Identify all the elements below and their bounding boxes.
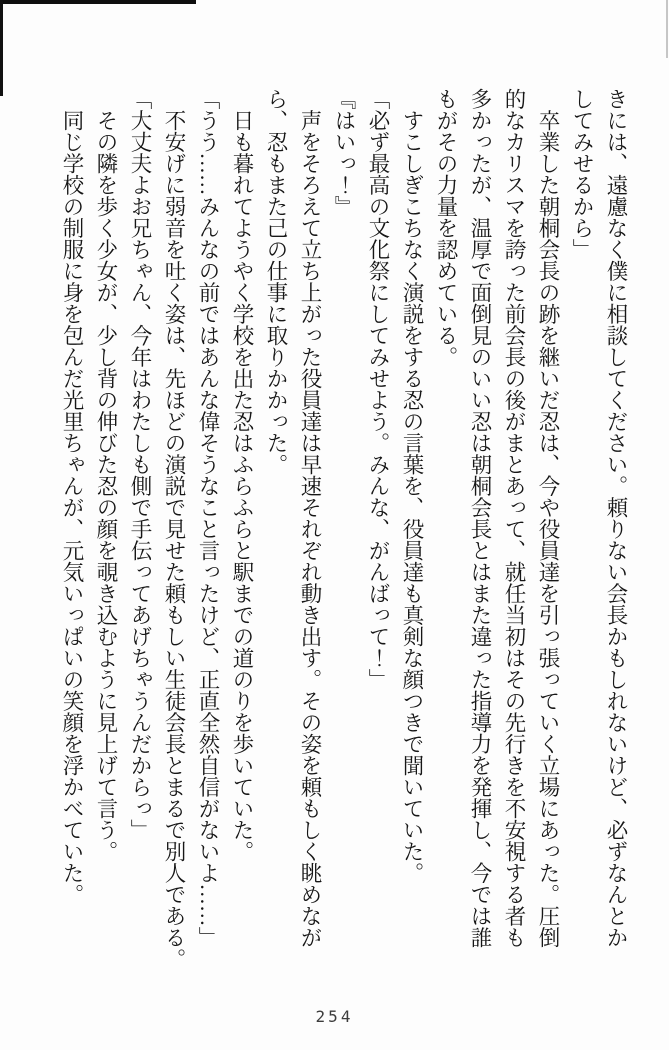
text-line: 「大丈夫よお兄ちゃん、今年はわたしも側で手伝ってあげちゃうんだからっ」: [128, 88, 152, 841]
text-line: きには、遠慮なく僕に相談してください。頼りない会長かもしれないけど、必ずなんとか: [604, 88, 628, 948]
text-line: 声をそろえて立ち上がった役員達は早速それぞれ動き出す。その姿を頼もしく眺めなが: [298, 88, 322, 948]
text-line: 不安げに弱音を吐く姿は、先ほどの演説で見せた頼もしい生徒会長とまるで別人である。: [162, 88, 186, 970]
text-line: 「必ず最高の文化祭にしてみせよう。みんな、がんばって！」: [366, 88, 390, 690]
text-line: 『はいっ！』: [332, 88, 356, 217]
text-line: ら、忍もまた己の仕事に取りかかった。: [264, 88, 288, 475]
text-line: 多かったが、温厚で面倒見のいい忍は朝桐会長とはまた違った指導力を発揮し、今では誰: [468, 88, 492, 948]
page-number: 254: [315, 1007, 354, 1026]
scan-edge-left: [0, 0, 3, 96]
vertical-text-block: [53, 88, 633, 993]
text-line: 日も暮れてようやく学校を出た忍はふらふらと駅までの道のりを歩いていた。: [230, 88, 254, 862]
text-line: 的なカリスマを誇った前会長の後がまとあって、就任当初はその先行きを不安視する者も: [502, 88, 526, 948]
scan-edge-right: [666, 0, 668, 58]
text-line: もがその力量を認めている。: [434, 88, 458, 368]
text-line: してみせるから」: [570, 88, 594, 260]
scan-edge-top: [0, 0, 196, 4]
text-line: その隣を歩く少女が、少し背の伸びた忍の顔を覗き込むように見上げて言う。: [94, 88, 118, 862]
text-line: 同じ学校の制服に身を包んだ光里ちゃんが、元気いっぱいの笑顔を浮かべていた。: [60, 88, 84, 905]
text-line: 卒業した朝桐会長の跡を継いだ忍は、今や役員達を引っ張っていく立場にあった。圧倒: [536, 88, 560, 948]
text-line: 「うう……みんなの前ではあんな偉そうなこと言ったけど、正直全然自信がないよ……」: [196, 88, 220, 948]
text-line: すこしぎこちなく演説をする忍の言葉を、役員達も真剣な顔つきで聞いていた。: [400, 88, 424, 884]
